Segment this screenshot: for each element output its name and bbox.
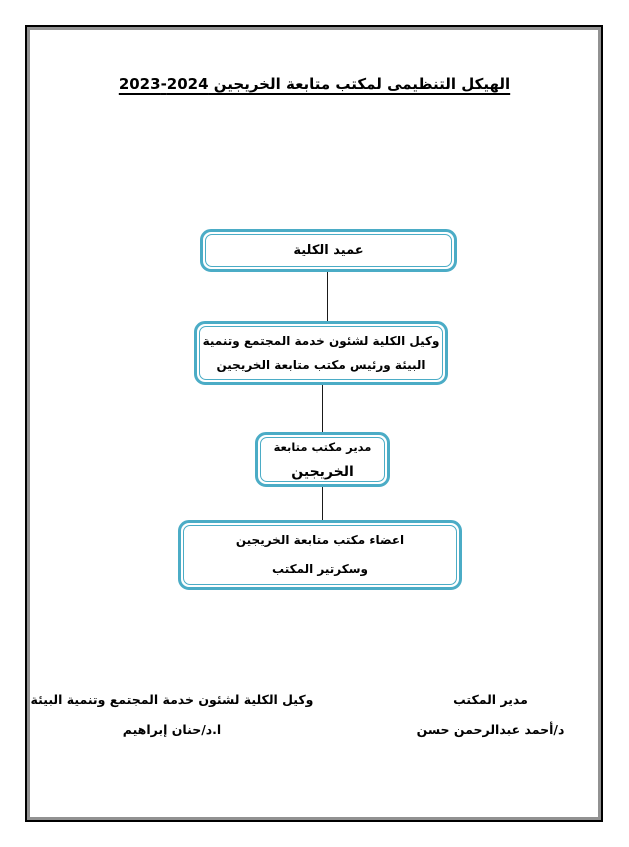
org-node-office-manager <box>255 432 390 487</box>
org-node-dean <box>200 229 457 272</box>
org-node-vice-dean-label: وكيل الكلية لشئون خدمة المجتمع وتنمية البيئة ورئيس مكتب متابعة الخريجين <box>199 326 443 380</box>
signature-vice-dean <box>28 692 316 737</box>
org-node-office-manager-label: مدير مكتب متابعة الخريجين <box>260 437 385 482</box>
connector-manager-members <box>322 487 323 520</box>
connector-vicedean-manager <box>322 385 323 432</box>
page-title-text: الهيكل التنظيمى لمكتب متابعة الخريجين 2024-2023 <box>118 75 511 93</box>
org-node-vice-dean <box>194 321 448 385</box>
signature-office-manager-role: مدير المكتب <box>453 692 528 707</box>
connector-dean-vicedean <box>327 272 328 321</box>
org-node-dean-label: عميد الكلية <box>205 234 452 267</box>
org-node-office-members <box>178 520 462 590</box>
page-title <box>0 75 629 93</box>
signature-office-manager <box>383 692 598 737</box>
signature-office-manager-name: د/أحمد عبدالرحمن حسن <box>416 722 565 737</box>
org-node-office-members-label: اعضاء مكتب متابعة الخريجين وسكرتير المكتب <box>183 525 457 585</box>
signature-vice-dean-role: وكيل الكلية لشئون خدمة المجتمع وتنمية البيئة <box>30 692 314 707</box>
signature-vice-dean-name: ا.د/حنان إبراهيم <box>122 722 222 737</box>
